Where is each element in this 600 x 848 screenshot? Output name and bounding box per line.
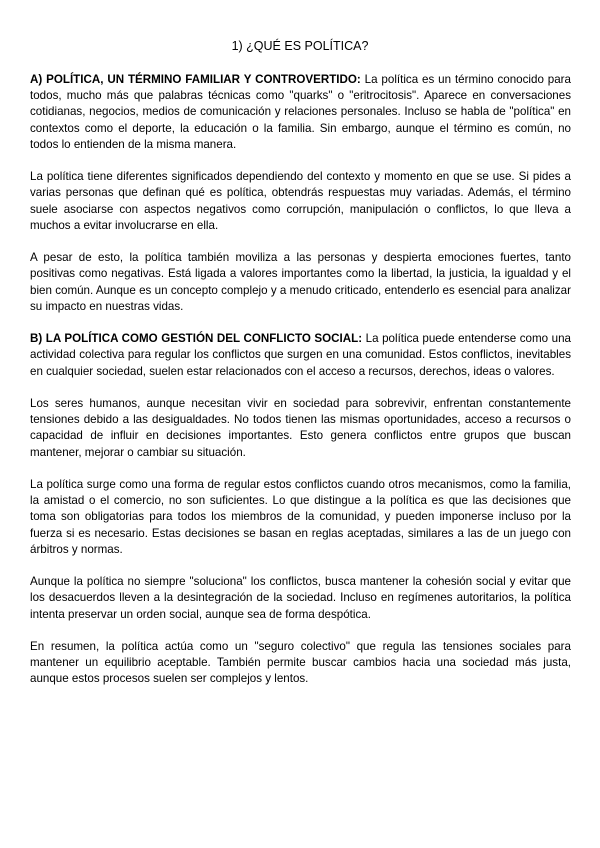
section-a-paragraph-2: La política tiene diferentes significados dependiendo del contexto y momento en que se use. Si pides a varias personas que definan qué es política, obtendrás respuestas muy variadas. Además, el término suele asociarse con aspectos negativos como corrupción, manipulación o conflictos, lo que lleva a muchos a evitar involucrarse en ella. [30, 170, 571, 232]
section-a-paragraph-1-text: La política es un término conocido para todos, mucho más que palabras técnicas como "quarks" o "eritrocitosis". Aparece en conversaciones cotidianas, negocios, medios de comunicación y relaciones personales. Incluso se habla de "política" en contextos como el deporte, la educación o la familia. Sin embargo, aunque el término es común, no todos lo entienden de la misma manera. [30, 73, 571, 151]
section-b-paragraph-5: En resumen, la política actúa como un "seguro colectivo" que regula las tensiones sociales para mantener un equilibrio aceptable. También permite buscar cambios hacia una sociedad más justa, aunque estos procesos suelen ser complejos y lentos. [30, 640, 571, 686]
page-title: 1) ¿QUÉ ES POLÍTICA? [231, 39, 369, 53]
section-b-heading: B) LA POLÍTICA COMO GESTIÓN DEL CONFLICTO SOCIAL: [30, 332, 363, 346]
section-b-paragraph-2: Los seres humanos, aunque necesitan vivir en sociedad para sobrevivir, enfrentan constantemente tensiones debido a las desigualdades. No todos tienen las mismas oportunidades, acceso a recursos o capacidad de influir en decisiones importantes. Esto genera conflictos entre grupos que buscan mantener, mejorar o cambiar su situación. [30, 397, 571, 459]
section-b-paragraph-1 [30, 331, 571, 380]
section-a-paragraph-3: A pesar de esto, la política también moviliza a las personas y despierta emociones fuertes, tanto positivas como negativas. Está ligada a valores importantes como la libertad, la justicia, la igualdad y el bien común. Aunque es un concepto complejo y a menudo criticado, entenderlo es esencial para analizar su impacto en nuestras vidas. [30, 251, 571, 313]
section-b-paragraph-3: La política surge como una forma de regular estos conflictos cuando otros mecanismos, como la familia, la amistad o el comercio, no son suficientes. Lo que distingue a la política es que las decisiones que toma son obligatorias para todos los miembros de la comunidad, y pueden imponerse incluso por la fuerza si es necesario. Estas decisiones se basan en reglas aceptadas, similares a las de un juego con árbitros y normas. [30, 478, 571, 556]
section-b-paragraph-1-text: La política puede entenderse como una actividad colectiva para regular los conflictos que surgen en una comunidad. Estos conflictos, inevitables en cualquier sociedad, suelen estar relacionados con el acceso a recursos, derechos, ideas o valores. [30, 332, 571, 378]
section-a-heading: A) POLÍTICA, UN TÉRMINO FAMILIAR Y CONTROVERTIDO: [30, 73, 361, 86]
document-body [30, 72, 571, 704]
section-a-paragraph-1 [30, 72, 571, 153]
section-b-paragraph-4: Aunque la política no siempre "soluciona" los conflictos, busca mantener la cohesión social y evitar que los desacuerdos lleven a la desintegración de la sociedad. Incluso en regímenes autoritarios, la política intenta preservar un orden social, aunque sea de forma despótica. [30, 575, 571, 621]
